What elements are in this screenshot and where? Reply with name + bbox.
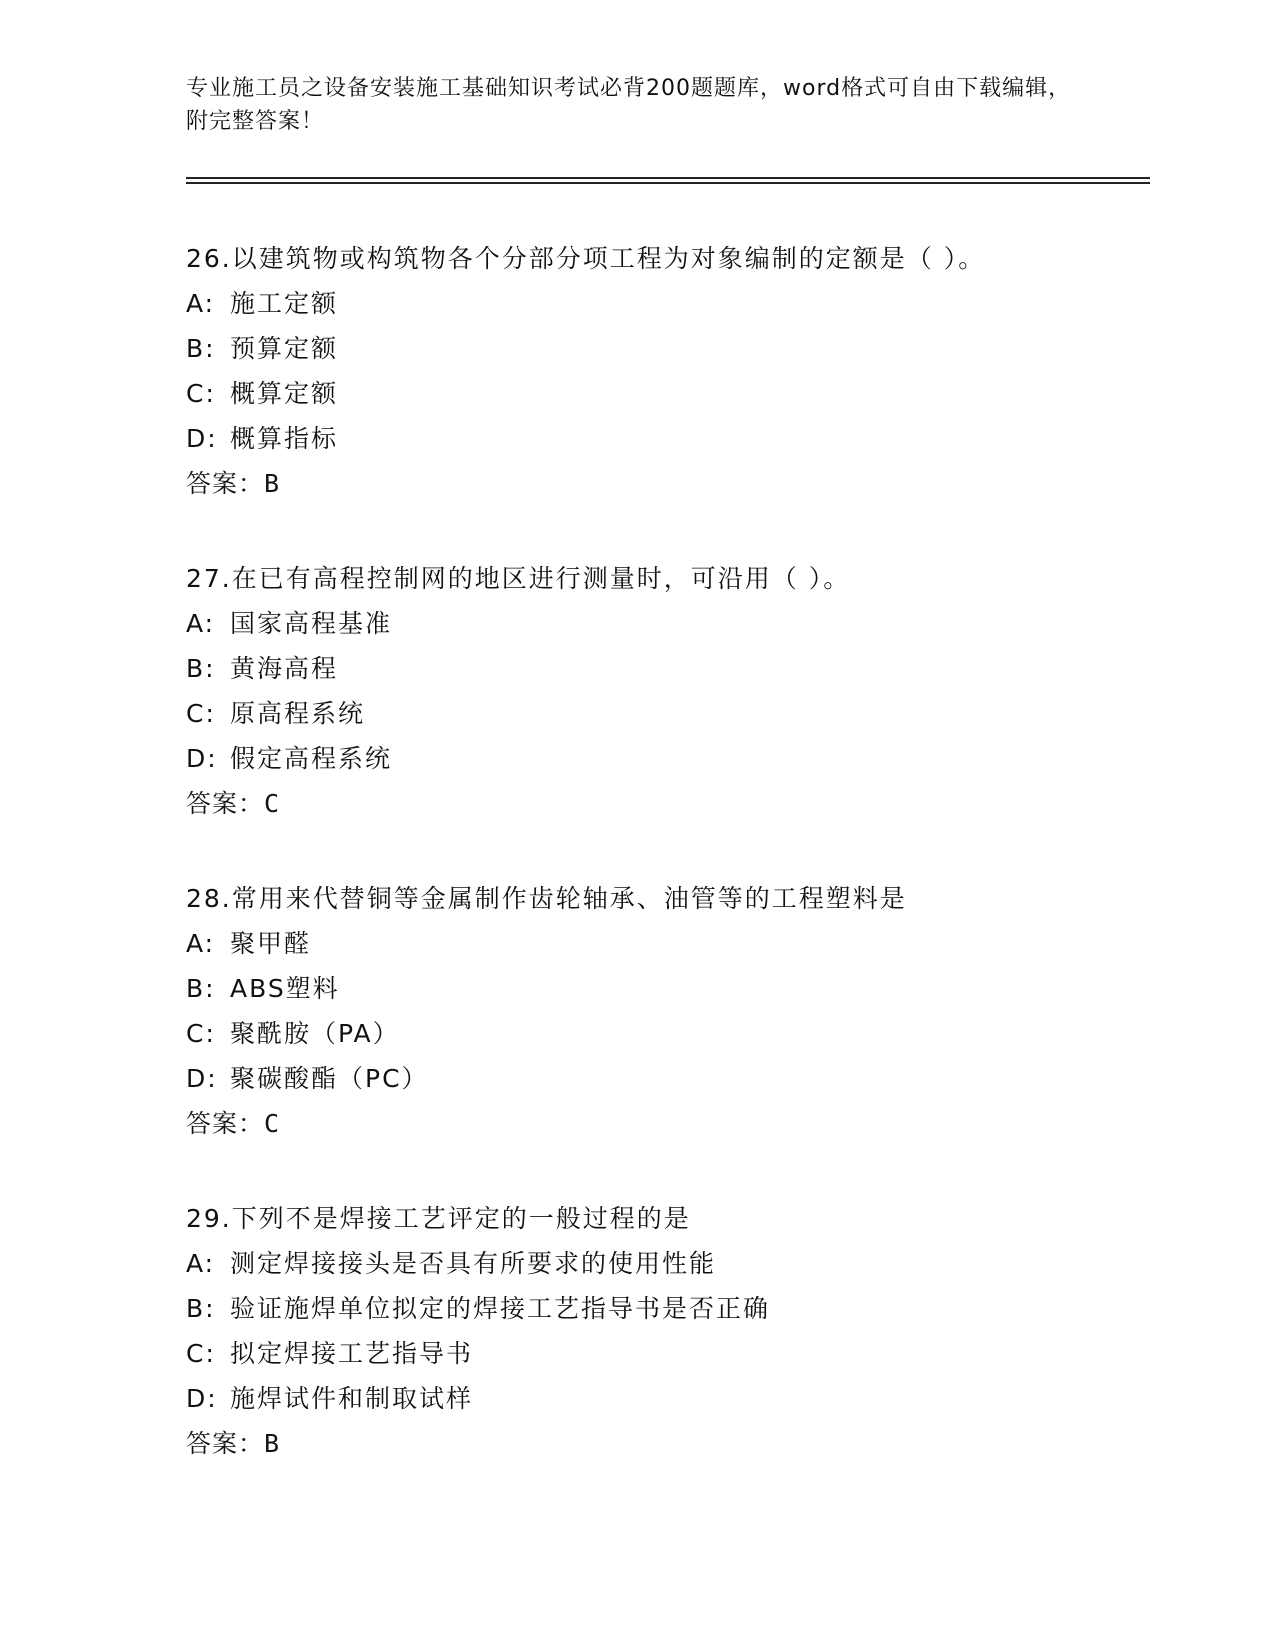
question-list	[186, 236, 1150, 1516]
question-27	[186, 556, 1150, 876]
answer-value: B	[264, 469, 280, 498]
option-key: C:	[186, 699, 216, 728]
option-b	[186, 326, 1150, 371]
answer-value: C	[264, 1109, 280, 1138]
option-key: D:	[186, 744, 218, 773]
question-stem: 28.常用来代替铜等金属制作齿轮轴承、油管等的工程塑料是	[186, 884, 907, 913]
option-c	[186, 1011, 1150, 1056]
option-key: A:	[186, 929, 216, 958]
option-a	[186, 601, 1150, 646]
option-key: C:	[186, 1019, 216, 1048]
option-d	[186, 736, 1150, 781]
document-header	[186, 72, 1086, 138]
option-text: 聚碳酸酯（PC）	[230, 1064, 429, 1093]
option-key: B:	[186, 334, 216, 363]
option-text: 验证施焊单位拟定的焊接工艺指导书是否正确	[230, 1294, 771, 1323]
option-text: 施工定额	[230, 289, 339, 318]
option-text: ABS塑料	[230, 974, 340, 1003]
option-text: 黄海高程	[230, 654, 339, 683]
answer-line	[186, 1101, 1150, 1146]
option-text: 拟定焊接工艺指导书	[230, 1339, 474, 1368]
header-divider-bottom	[186, 182, 1150, 184]
question-stem: 29.下列不是焊接工艺评定的一般过程的是	[186, 1204, 691, 1233]
option-d	[186, 416, 1150, 461]
option-key: A:	[186, 1249, 216, 1278]
option-d	[186, 1056, 1150, 1101]
option-key: B:	[186, 654, 216, 683]
option-key: C:	[186, 379, 216, 408]
header-text: 专业施工员之设备安装施工基础知识考试必背200题题库，word格式可自由下载编辑，附完整答案！	[186, 76, 1072, 134]
option-key: B:	[186, 974, 216, 1003]
option-text: 概算定额	[230, 379, 339, 408]
option-text: 测定焊接接头是否具有所要求的使用性能	[230, 1249, 717, 1278]
option-key: D:	[186, 1064, 218, 1093]
option-text: 原高程系统	[230, 699, 366, 728]
option-a	[186, 1241, 1150, 1286]
option-a	[186, 921, 1150, 966]
option-key: A:	[186, 609, 216, 638]
answer-label: 答案：	[186, 1429, 265, 1458]
question-stem: 26.以建筑物或构筑物各个分部分项工程为对象编制的定额是（ ）。	[186, 244, 986, 273]
answer-line	[186, 781, 1150, 826]
question-28	[186, 876, 1150, 1196]
option-text: 施焊试件和制取试样	[230, 1384, 474, 1413]
option-text: 概算指标	[230, 424, 339, 453]
option-key: A:	[186, 289, 216, 318]
option-key: D:	[186, 1384, 218, 1413]
option-text: 聚甲醛	[230, 929, 312, 958]
option-c	[186, 1331, 1150, 1376]
option-text: 假定高程系统	[230, 744, 393, 773]
answer-line	[186, 1421, 1150, 1466]
answer-label: 答案：	[186, 469, 265, 498]
answer-label: 答案：	[186, 1109, 265, 1138]
option-b	[186, 966, 1150, 1011]
answer-value: C	[264, 789, 280, 818]
option-text: 预算定额	[230, 334, 339, 363]
question-stem: 27.在已有高程控制网的地区进行测量时，可沿用（ ）。	[186, 564, 851, 593]
option-a	[186, 281, 1150, 326]
answer-line	[186, 461, 1150, 506]
answer-value: B	[264, 1429, 280, 1458]
option-b	[186, 1286, 1150, 1331]
option-b	[186, 646, 1150, 691]
option-c	[186, 691, 1150, 736]
question-29	[186, 1196, 1150, 1516]
header-divider-top	[186, 177, 1150, 179]
option-text: 聚酰胺（PA）	[230, 1019, 400, 1048]
option-c	[186, 371, 1150, 416]
option-key: D:	[186, 424, 218, 453]
answer-label: 答案：	[186, 789, 265, 818]
option-d	[186, 1376, 1150, 1421]
option-key: B:	[186, 1294, 216, 1323]
option-key: C:	[186, 1339, 216, 1368]
question-26	[186, 236, 1150, 556]
option-text: 国家高程基准	[230, 609, 393, 638]
